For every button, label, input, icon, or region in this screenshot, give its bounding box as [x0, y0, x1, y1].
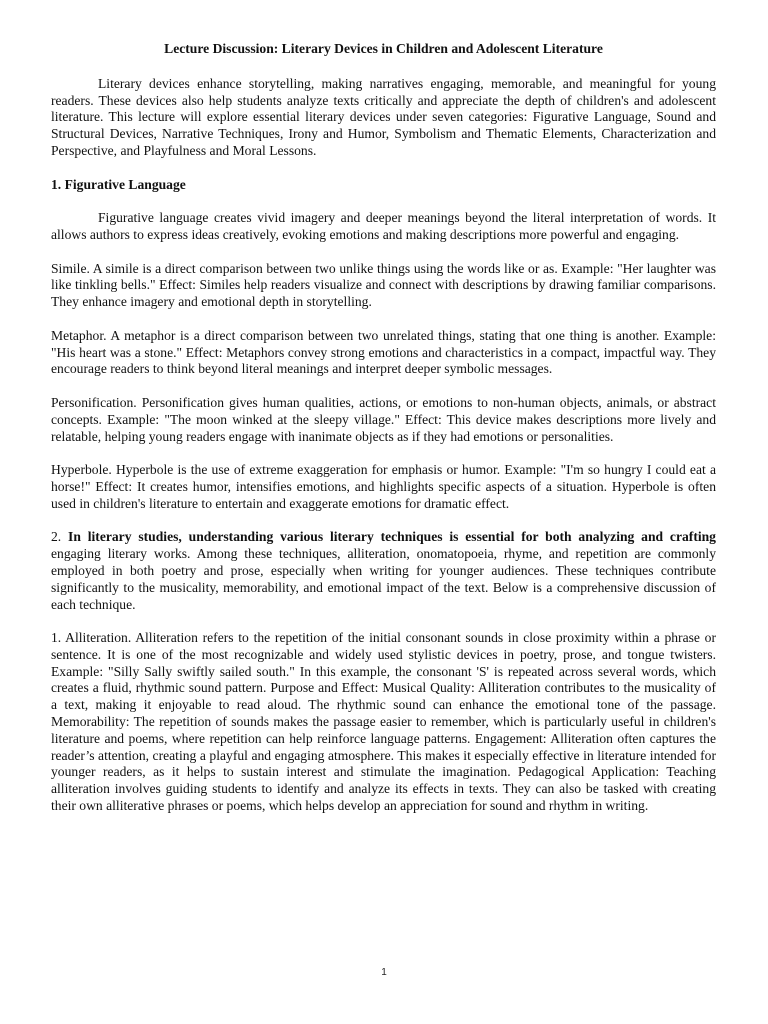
figurative-language-intro: Figurative language creates vivid imagery and deeper meanings beyond the literal interpretation of words. It allows authors to express ideas creatively, evoking emotions and making descriptions more powerful and engaging.: [51, 210, 716, 242]
section-2-bold-lead: In literary studies, understanding various literary techniques is essential for both analyzing and crafting: [68, 529, 716, 545]
metaphor-paragraph: Metaphor. A metaphor is a direct comparison between two unrelated things, stating that one thing is another. Example: "His heart was a stone." Effect: Metaphors convey strong emotions and characteristics in a compact, impactful way. They encourage readers to think beyond literal meanings and interpret deeper symbolic messages.: [51, 327, 716, 377]
simile-paragraph: Simile. A simile is a direct comparison between two unlike things using the words like or as. Example: "Her laughter was like tinkling bells." Effect: Similes help readers visualize and connect with descriptions by drawing familiar comparisons. They enhance imagery and emotional depth in storytelling.: [51, 260, 716, 310]
section-2-paragraph: [51, 529, 716, 613]
hyperbole-paragraph: Hyperbole. Hyperbole is the use of extreme exaggeration for emphasis or humor. Example: "I'm so hungry I could eat a horse!" Effect: It creates humor, intensifies emotions, and highlights specific aspects of a situation. Hyperbole is often used in children's literature to entertain and exaggerate emotions for dramatic effect.: [51, 462, 716, 511]
section-2-rest: engaging literary works. Among these techniques, alliteration, onomatopoeia, rhyme, and repetition are commonly employed in both poetry and prose, especially when writing for younger audiences. These techniques contribute significantly to the musicality, memorability, and emotional impact of the text. Below is a comprehensive discussion of each technique.: [51, 546, 716, 612]
intro-paragraph: Literary devices enhance storytelling, making narratives engaging, memorable, and meaningful for young readers. These devices also help students analyze texts critically and appreciate the depth of children's and adolescent literature. This lecture will explore essential literary devices under seven categories: Figurative Language, Sound and Structural Devices, Narrative Techniques, Irony and Humor, Symbolism and Thematic Elements, Characterization and Perspective, and Playfulness and Moral Lessons.: [51, 75, 716, 158]
personification-paragraph: Personification. Personification gives human qualities, actions, or emotions to non-human objects, animals, or abstract concepts. Example: "The moon winked at the sleepy village." Effect: This device makes descriptions more lively and relatable, helping young readers engage with inanimate objects as if they had emotions or personalities.: [51, 394, 716, 444]
page-title: Lecture Discussion: Literary Devices in Children and Adolescent Literature: [164, 41, 603, 56]
page-number: 1: [381, 967, 387, 978]
section-2-number: 2.: [51, 529, 62, 545]
alliteration-paragraph: 1. Alliteration. Alliteration refers to the repetition of the initial consonant sounds in close proximity within a phrase or sentence. It is one of the most recognizable and widely used stylistic devices in poetry, prose, and tongue twisters. Example: "Silly Sally swiftly sailed south." In this example, the consonant 'S' is repeated across several words, which creates a fluid, rhythmic sound pattern. Purpose and Effect: Musical Quality: Alliteration contributes to the musicality of a text, making it enjoyable to read aloud. The rhythmic sound can enhance the emotional tone of the passage. Memorability: The repetition of sounds makes the passage easier to remember, which is particularly useful in children's literature and poems, where repetition can help reinforce language patterns. Engagement: Alliteration often captures the reader’s attention, creating a playful and engaging atmosphere. This makes it especially effective in literature intended for younger readers, as it helps to sustain interest and stimulate the imagination. Pedagogical Application: Teaching alliteration involves guiding students to identify and analyze its effects in texts. They can also be tasked with creating their own alliterative phrases or poems, which helps develop an appreciation for sound and rhythm in writing.: [51, 630, 716, 814]
section-heading-figurative-language: 1. Figurative Language: [51, 176, 186, 192]
document-page: [51, 41, 716, 832]
